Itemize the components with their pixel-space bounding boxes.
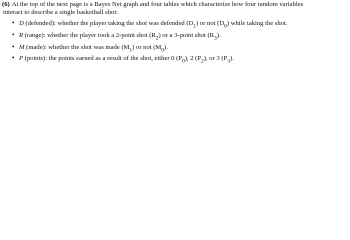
variable-symbol: D: [19, 20, 24, 28]
variable-symbol: M: [19, 43, 25, 51]
variable-description: (points): the points earned as a result of the shot, either 0 (P: [23, 55, 182, 63]
variable-description-cont: ) or not (D: [196, 20, 225, 28]
list-item: [12, 42, 348, 54]
subscript: 1: [193, 23, 197, 30]
bullet-icon: •: [12, 54, 15, 63]
variable-symbol: P: [19, 55, 24, 63]
problem-number: (6): [2, 1, 10, 8]
variable-description-cont: ) or a 3-point shot (R: [158, 31, 215, 39]
subscript: 3: [227, 58, 230, 65]
subscript: 0: [181, 58, 185, 65]
variable-description-cont: ) or not (M: [132, 43, 162, 51]
variable-description-tail: ).: [164, 43, 168, 51]
intro-text-1: At the top of the next page is a Bayes Net graph and four tables which characterize how four random variables: [11, 1, 304, 8]
variable-description: (defended): whether the player taking the shot was defended (D: [23, 20, 194, 28]
subscript: 0: [161, 46, 165, 53]
bullet-icon: •: [12, 30, 15, 39]
variable-symbol: R: [19, 31, 24, 39]
subscript: 2: [201, 58, 204, 65]
subscript: 0: [224, 23, 227, 30]
bullet-icon: •: [12, 42, 15, 51]
subscript: 1: [129, 46, 133, 53]
problem-intro: [2, 1, 348, 16]
variable-description-tail: ).: [216, 31, 221, 39]
variable-description-tail: ) while taking the shot.: [226, 20, 288, 28]
variable-description-mid: ), or 3 (P: [203, 55, 228, 63]
variable-description-cont: ), 2 (P: [184, 55, 202, 63]
intro-line-2: interact to describe a single basketball shot:: [3, 8, 118, 16]
list-item: [12, 30, 348, 42]
variable-description: (made): whether the shot was made (M: [24, 43, 130, 51]
variable-description-tail: ).: [230, 55, 234, 63]
subscript: 2: [155, 35, 159, 42]
list-item: [12, 53, 348, 65]
subscript: 3: [214, 35, 217, 42]
variable-description: (range): whether the player took a 2-point shot (R: [23, 31, 156, 39]
problem-block: [0, 0, 350, 78]
intro-line-1: [2, 1, 348, 9]
bullet-icon: •: [12, 19, 15, 28]
variable-list: [2, 18, 348, 65]
list-item: [12, 18, 348, 30]
